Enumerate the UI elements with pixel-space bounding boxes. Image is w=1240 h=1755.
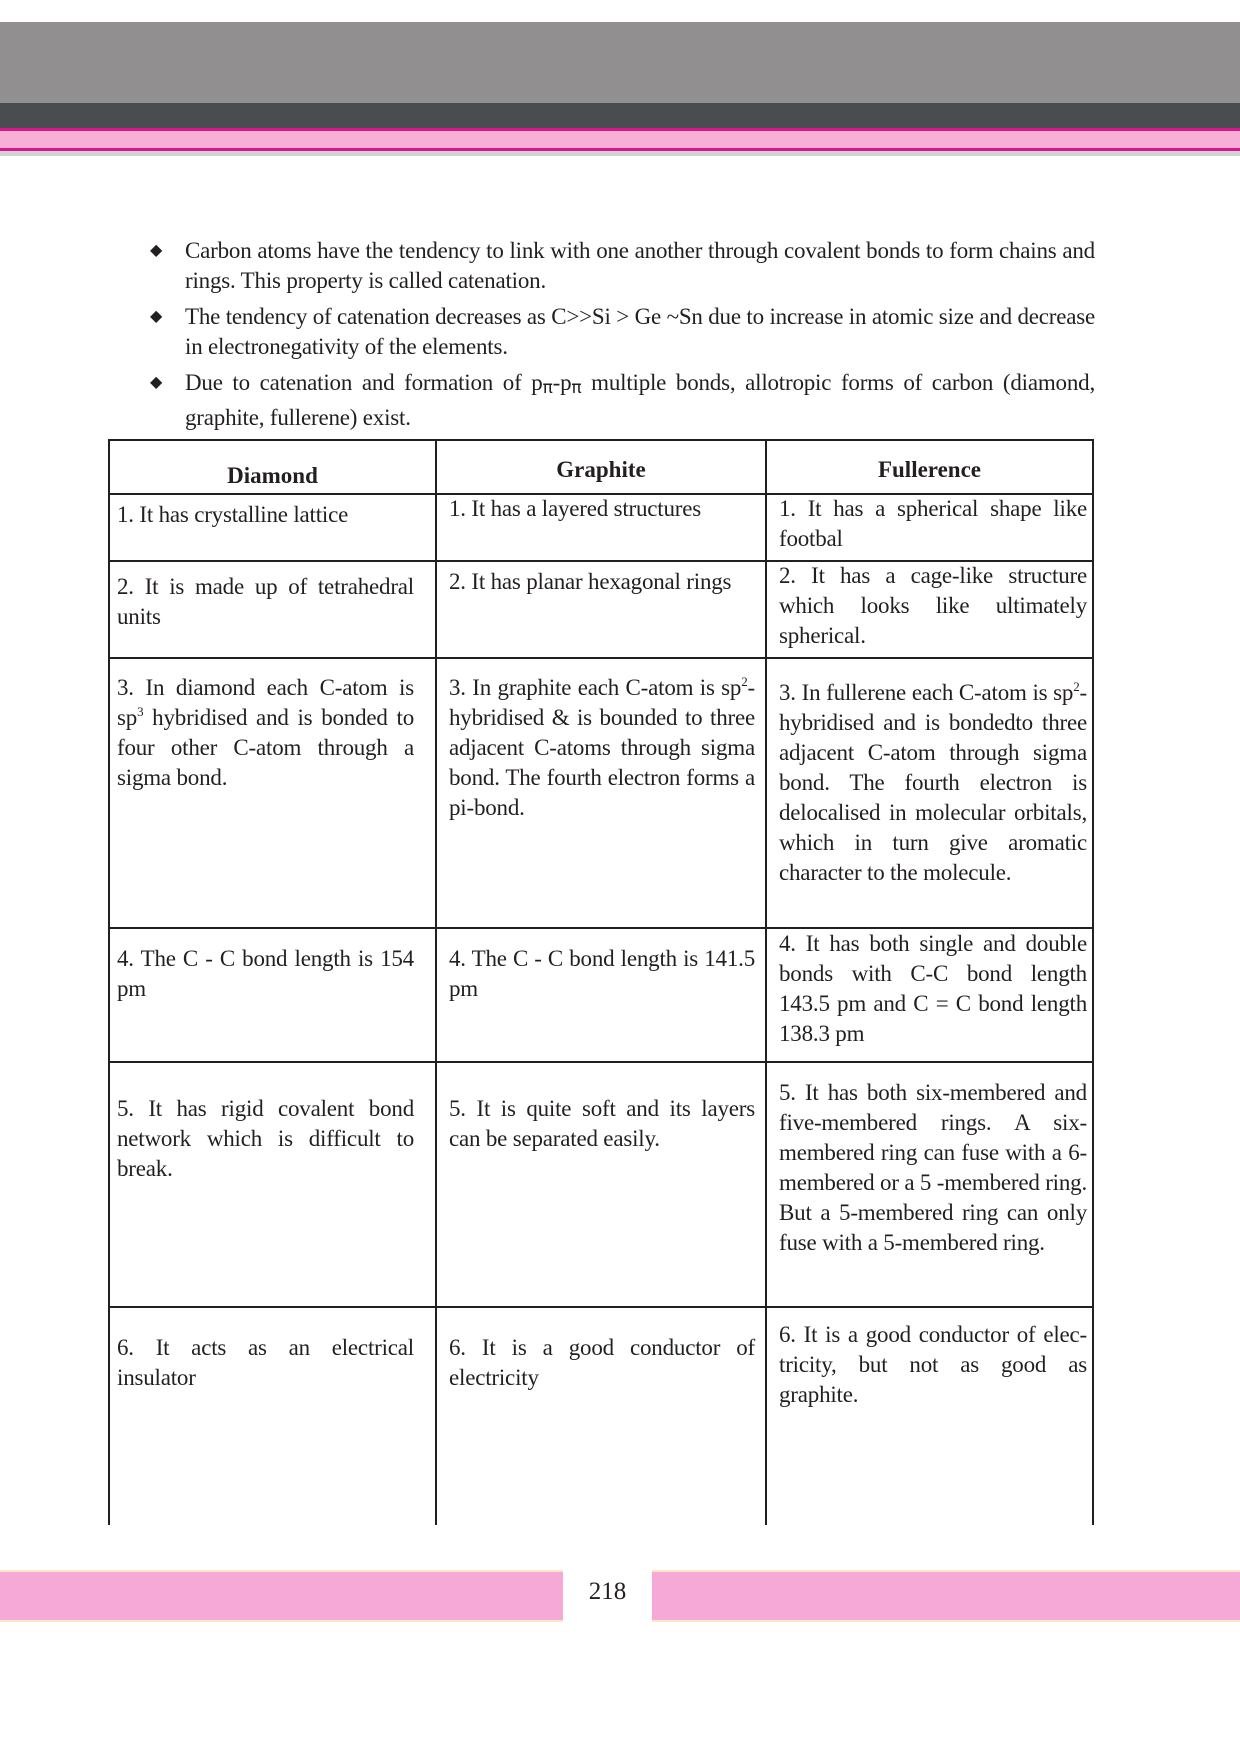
table-cell [449,673,755,823]
bullet-text: The tendency of catenation decreases as C>>Si > Ge ~Sn due to increase in atomic size and decrease in electronegativity of the elements. [185,304,1095,359]
cell-text: hybridised and is bonded to four other C-atom through a sigma bond. [117,705,414,790]
diamond-bullet-icon: ◆ [150,242,163,259]
bullet-text: Carbon atoms have the tendency to link with one another through covalent bonds to form chains and rings. This property is called catenation. [185,238,1095,293]
table-border-right [1092,439,1094,1525]
diamond-bullet-icon: ◆ [150,374,163,391]
table-row-divider [108,657,1094,659]
table-cell: 2. It has a cage-like structure which looks like ultimately spherical. [779,563,1087,648]
footer-pink-band-left [0,1570,563,1622]
table-cell: 4. It has both single and double bonds with C-C bond length 143.5 pm and C = C bond length 138.3 pm [779,931,1087,1046]
table-cell: 5. It is quite soft and its layers can be separated easily. [449,1096,755,1151]
table-cell: 6. It is a good conductor of electricity [449,1335,755,1390]
table-cell: 4. The C - C bond length is 141.5 pm [449,946,755,1001]
table-cell: 5. It has rigid covalent bond network which is difficult to break. [117,1096,414,1181]
bullet-text-part: multiple bonds, allotropic forms of carbon (diamond, graphite, fullerene) exist. [185,370,1095,430]
table-cell: 1. It has crystalline lattice [117,502,349,527]
column-header-diamond: Diamond [227,463,318,488]
pi-symbol: π [542,378,553,398]
table-border-left [108,439,110,1525]
superscript: 2 [1073,679,1080,694]
table-cell: 6. It acts as an electrical insulator [117,1335,414,1390]
column-header-fullerene: Fullerence [877,457,982,482]
table-cell [779,678,1087,888]
table-divider-col2 [765,439,767,1525]
column-header-graphite: Graphite [556,457,646,482]
bullet-text-part: -p [552,370,572,395]
pi-symbol: π [571,378,582,398]
table-border-top [108,439,1094,441]
cell-text: 3. In fullerene each C-atom is sp [779,680,1074,705]
footer-pink-band-right [652,1570,1240,1622]
table-cell: 1. It has a layered structures [449,496,702,521]
table-cell: 1. It has a spherical shape like footbal [779,496,1087,551]
catenation-bullet-list [150,236,1095,439]
table-divider-col1 [435,439,437,1525]
header-dark-band [0,103,1240,129]
bullet-item [150,302,1095,362]
bullet-item [150,368,1095,433]
header-light-gray-rule [0,151,1240,156]
diamond-bullet-icon: ◆ [150,308,163,325]
table-cell [117,673,414,793]
header-pink-band [0,131,1240,148]
superscript: 2 [741,674,748,689]
cell-text: -hybridised and is bondedto three adjacent C-atom through sigma bond. The fourth electron is delocalised in molecular orbitals, which in turn give aromatic character to the molecule. [779,680,1087,885]
cell-text: 3. In diamond each C-atom is sp [117,675,414,730]
cell-text: 3. In graphite each C-atom is sp [449,675,742,700]
table-row-divider [108,1306,1094,1308]
table-row-divider [108,1061,1094,1063]
header-gray-band [0,22,1240,103]
page-number: 218 [588,1578,627,1605]
table-cell: 5. It has both six-membered and five-membered rings. A six-membered ring can fuse with a 6-membered or a 5 -membered ring. But a 5-membered ring can only fuse with a 5-membered ring. [779,1080,1088,1255]
table-cell: 4. The C - C bond length is 154 pm [117,946,414,1001]
table-cell: 6. It is a good conductor of elec-tricity, but not as good as graphite. [779,1322,1087,1407]
bullet-text-part: Due to catenation and formation of p [185,370,543,395]
bullet-text [185,370,1095,430]
cell-text: - hybridised & is bounded to three adjacent C-atoms through sigma bond. The fourth electron forms a pi-bond. [449,675,755,820]
bullet-item [150,236,1095,296]
table-cell: 2. It has planar hexagonal rings [449,569,732,594]
table-cell: 2. It is made up of tetrahedral units [117,574,414,629]
superscript: 3 [137,704,144,719]
